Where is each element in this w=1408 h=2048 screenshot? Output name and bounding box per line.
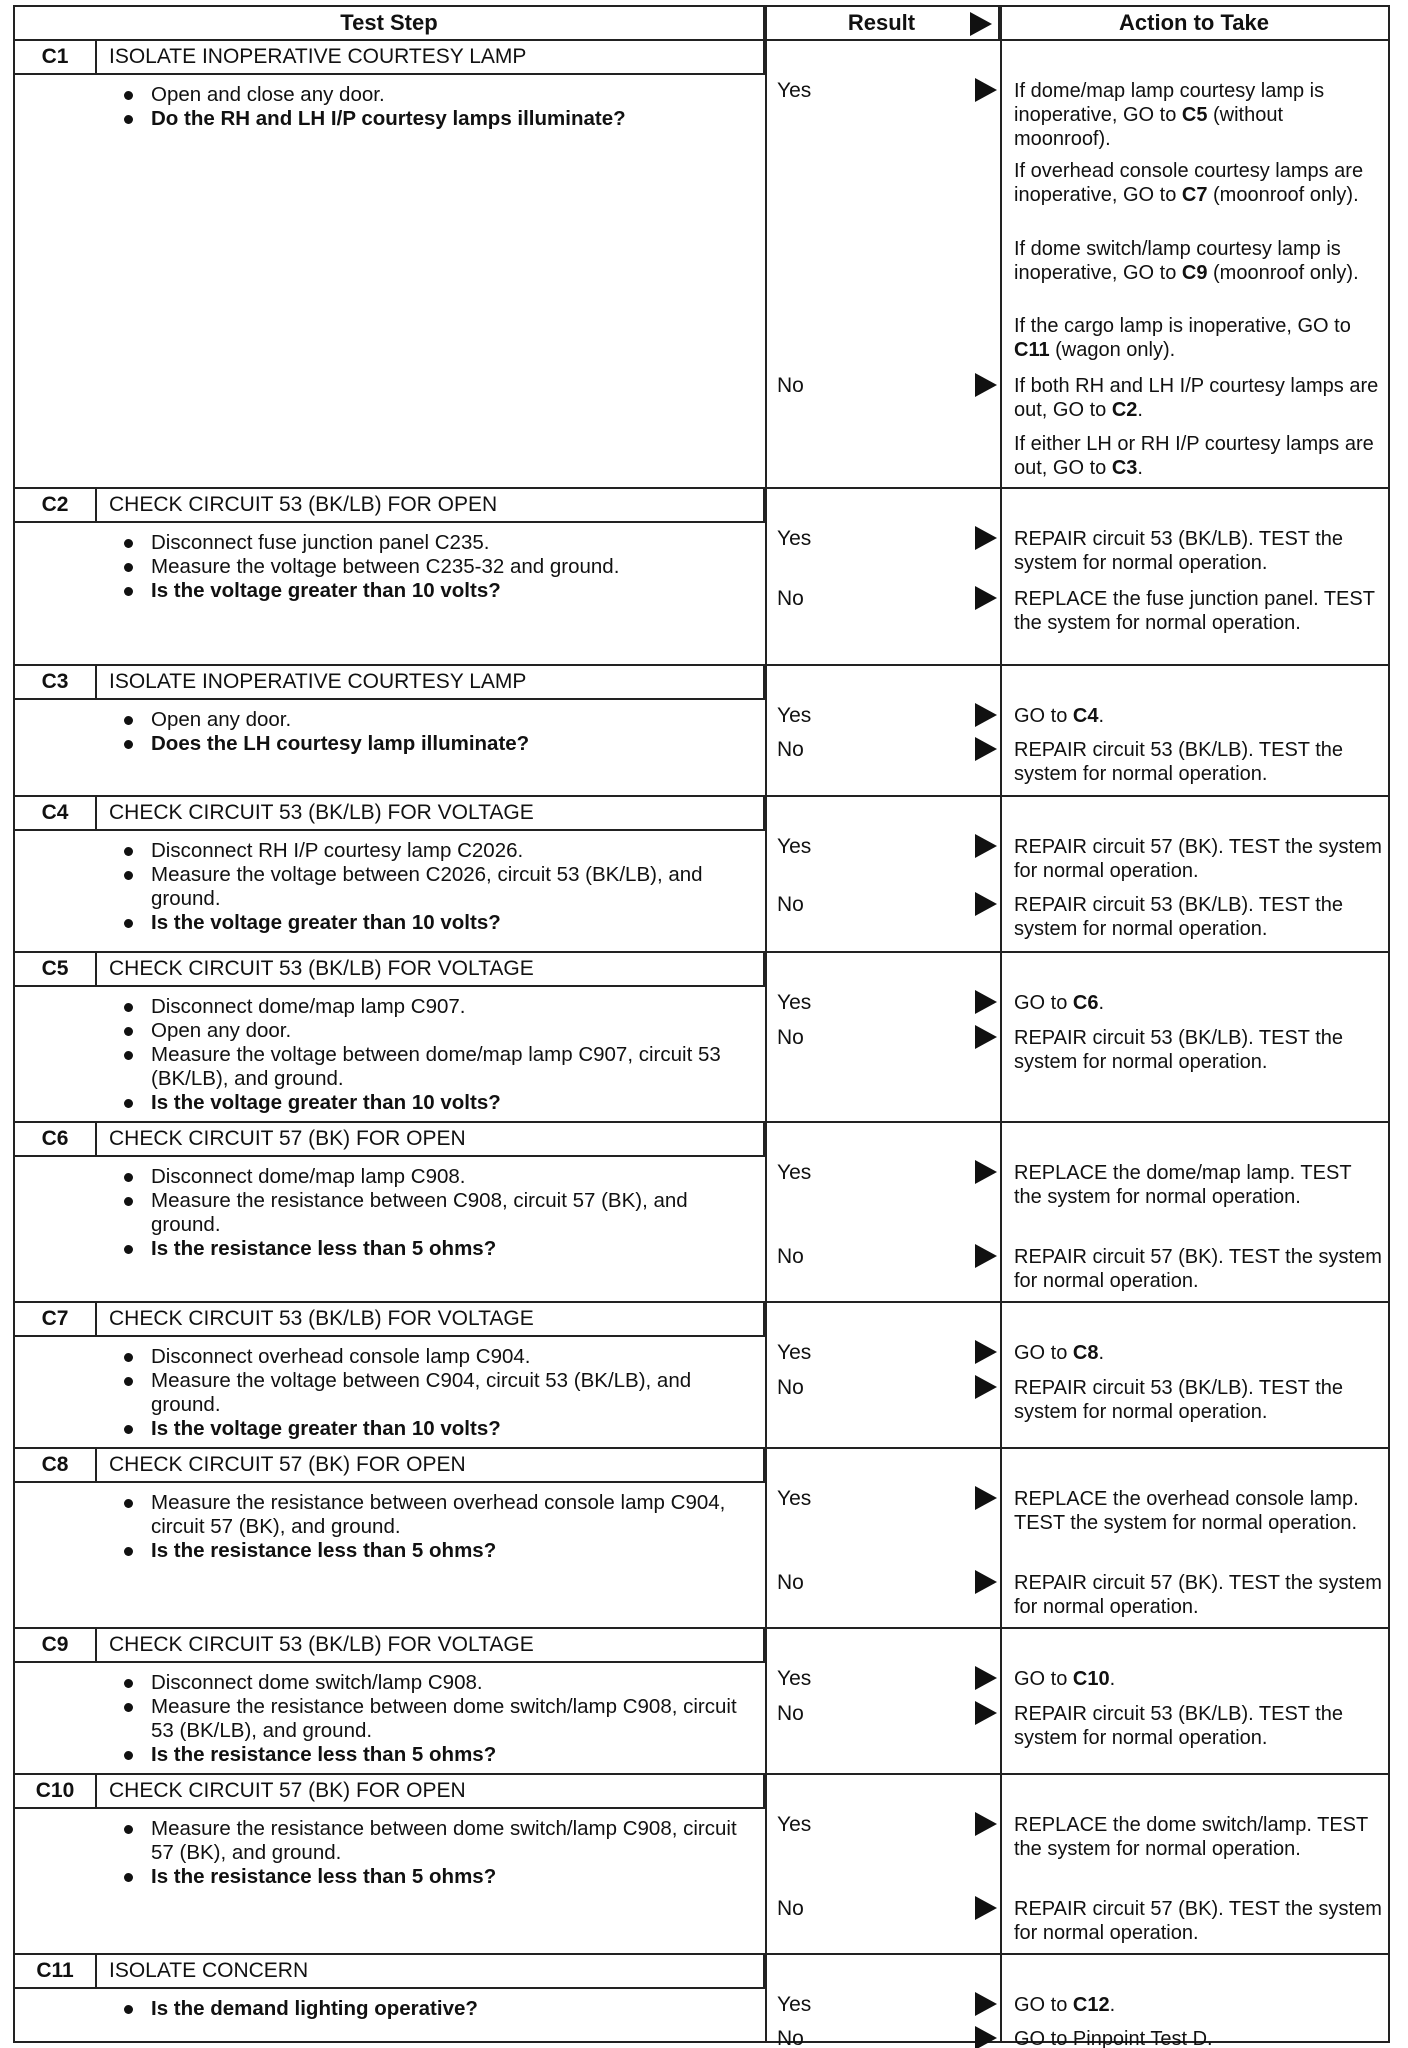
result-no: No (777, 1571, 804, 1594)
result-yes: Yes (777, 1487, 812, 1510)
step-instructions (115, 1165, 755, 1261)
result-yes: Yes (777, 1667, 812, 1690)
header-result-label: Result (847, 10, 916, 35)
step-instructions (115, 83, 755, 131)
step-instruction: Disconnect overhead console lamp C904. (115, 1345, 755, 1369)
test-section-c9 (15, 1629, 1388, 1775)
step-instructions (115, 995, 755, 1115)
action-text: If the cargo lamp is inoperative, GO to C11 (wagon only). (1014, 315, 1351, 361)
arrow-right-icon (975, 1992, 997, 2016)
arrow-right-icon (975, 1701, 997, 1725)
step-title: CHECK CIRCUIT 57 (BK) FOR OPEN (97, 1123, 765, 1157)
step-question: Is the voltage greater than 10 volts? (115, 579, 755, 603)
step-title: CHECK CIRCUIT 53 (BK/LB) FOR VOLTAGE (97, 1629, 765, 1663)
result-no: No (777, 1376, 804, 1399)
step-title: CHECK CIRCUIT 57 (BK) FOR OPEN (97, 1449, 765, 1483)
test-section-c1 (15, 41, 1388, 489)
action-text: If both RH and LH I/P courtesy lamps are out, GO to C2. (1014, 375, 1379, 421)
diagnostic-table (13, 5, 1390, 2048)
arrow-right-icon (970, 12, 992, 36)
action-text: REPAIR circuit 57 (BK). TEST the system for normal operation. (1014, 1898, 1382, 1944)
result-yes: Yes (777, 79, 812, 102)
step-instruction: Measure the voltage between C904, circuit 53 (BK/LB), and ground. (115, 1369, 755, 1417)
step-instructions (115, 1671, 755, 1767)
action-text: REPLACE the fuse junction panel. TEST the system for normal operation. (1014, 588, 1375, 634)
step-id: C4 (15, 797, 97, 831)
action-text: REPLACE the overhead console lamp. TEST the system for normal operation. (1014, 1488, 1359, 1534)
test-section-c3 (15, 666, 1388, 797)
arrow-right-icon (975, 1896, 997, 1920)
step-id: C6 (15, 1123, 97, 1157)
action-text: REPLACE the dome/map lamp. TEST the system for normal operation. (1014, 1162, 1352, 1208)
result-yes: Yes (777, 1993, 812, 2016)
result-yes: Yes (777, 704, 812, 727)
action-text: REPAIR circuit 53 (BK/LB). TEST the system for normal operation. (1014, 894, 1344, 940)
action-text: REPAIR circuit 57 (BK). TEST the system for normal operation. (1014, 1246, 1382, 1292)
step-question: Is the resistance less than 5 ohms? (115, 1539, 755, 1563)
test-section-c11 (15, 1955, 1388, 2048)
step-question: Is the resistance less than 5 ohms? (115, 1237, 755, 1261)
arrow-right-icon (975, 2026, 997, 2048)
step-id: C1 (15, 41, 97, 75)
step-question: Is the voltage greater than 10 volts? (115, 1091, 755, 1115)
step-question: Does the LH courtesy lamp illuminate? (115, 732, 755, 756)
step-question: Is the resistance less than 5 ohms? (115, 1743, 755, 1767)
step-title: CHECK CIRCUIT 53 (BK/LB) FOR VOLTAGE (97, 953, 765, 987)
result-no: No (777, 587, 804, 610)
step-title: ISOLATE INOPERATIVE COURTESY LAMP (97, 666, 765, 700)
step-instructions (115, 708, 755, 756)
arrow-right-icon (975, 373, 997, 397)
step-instruction: Disconnect dome/map lamp C908. (115, 1165, 755, 1189)
arrow-right-icon (975, 892, 997, 916)
result-yes: Yes (777, 1161, 812, 1184)
result-no: No (777, 1702, 804, 1725)
step-question: Is the voltage greater than 10 volts? (115, 1417, 755, 1441)
step-instruction: Measure the voltage between C235-32 and ground. (115, 555, 755, 579)
arrow-right-icon (975, 703, 997, 727)
header-test-step: Test Step (15, 7, 765, 41)
header-result (765, 7, 1000, 41)
action-text: REPLACE the dome switch/lamp. TEST the system for normal operation. (1014, 1814, 1368, 1860)
result-yes: Yes (777, 527, 812, 550)
step-instructions (115, 839, 755, 935)
step-title: CHECK CIRCUIT 53 (BK/LB) FOR VOLTAGE (97, 797, 765, 831)
step-instruction: Disconnect fuse junction panel C235. (115, 531, 755, 555)
step-instruction: Measure the voltage between C2026, circuit 53 (BK/LB), and ground. (115, 863, 755, 911)
result-no: No (777, 738, 804, 761)
result-yes: Yes (777, 1341, 812, 1364)
arrow-right-icon (975, 1570, 997, 1594)
step-instruction: Measure the resistance between dome switch/lamp C908, circuit 53 (BK/LB), and ground. (115, 1695, 755, 1743)
arrow-right-icon (975, 586, 997, 610)
result-no: No (777, 1897, 804, 1920)
step-question: Is the resistance less than 5 ohms? (115, 1865, 755, 1889)
action-text: REPAIR circuit 57 (BK). TEST the system for normal operation. (1014, 1572, 1382, 1618)
test-section-c4 (15, 797, 1388, 953)
test-section-c2 (15, 489, 1388, 666)
result-no: No (777, 1245, 804, 1268)
test-section-c7 (15, 1303, 1388, 1449)
action-text: REPAIR circuit 57 (BK). TEST the system for normal operation. (1014, 836, 1382, 882)
arrow-right-icon (975, 1812, 997, 1836)
action-text: If either LH or RH I/P courtesy lamps are out, GO to C3. (1014, 433, 1374, 479)
step-id: C7 (15, 1303, 97, 1337)
action-text: REPAIR circuit 53 (BK/LB). TEST the system for normal operation. (1014, 739, 1344, 785)
step-instruction: Measure the voltage between dome/map lamp C907, circuit 53 (BK/LB), and ground. (115, 1043, 755, 1091)
step-instruction: Open any door. (115, 708, 755, 732)
result-no: No (777, 1026, 804, 1049)
result-no: No (777, 374, 804, 397)
step-question: Is the demand lighting operative? (115, 1997, 755, 2021)
step-title: ISOLATE CONCERN (97, 1955, 765, 1989)
step-instruction: Open and close any door. (115, 83, 755, 107)
arrow-right-icon (975, 1160, 997, 1184)
result-yes: Yes (777, 835, 812, 858)
step-instructions (115, 531, 755, 603)
step-instruction: Disconnect RH I/P courtesy lamp C2026. (115, 839, 755, 863)
step-instruction: Measure the resistance between C908, circuit 57 (BK), and ground. (115, 1189, 755, 1237)
step-instruction: Open any door. (115, 1019, 755, 1043)
test-section-c5 (15, 953, 1388, 1123)
action-text: GO to C10. (1014, 1668, 1116, 1690)
arrow-right-icon (975, 1025, 997, 1049)
arrow-right-icon (975, 990, 997, 1014)
action-text: If dome/map lamp courtesy lamp is inoperative, GO to C5 (without moonroof). (1014, 80, 1325, 150)
step-title: CHECK CIRCUIT 53 (BK/LB) FOR VOLTAGE (97, 1303, 765, 1337)
step-id: C5 (15, 953, 97, 987)
step-question: Do the RH and LH I/P courtesy lamps illuminate? (115, 107, 755, 131)
step-id: C10 (15, 1775, 97, 1809)
action-text: If dome switch/lamp courtesy lamp is inoperative, GO to C9 (moonroof only). (1014, 238, 1359, 284)
result-no: No (777, 893, 804, 916)
step-instructions (115, 1997, 755, 2021)
step-instruction: Measure the resistance between overhead console lamp C904, circuit 57 (BK), and ground. (115, 1491, 755, 1539)
arrow-right-icon (975, 526, 997, 550)
step-instructions (115, 1345, 755, 1441)
action-text: GO to C4. (1014, 705, 1105, 727)
arrow-right-icon (975, 737, 997, 761)
step-instructions (115, 1491, 755, 1563)
step-instruction: Disconnect dome/map lamp C907. (115, 995, 755, 1019)
step-instructions (115, 1817, 755, 1889)
action-text: REPAIR circuit 53 (BK/LB). TEST the system for normal operation. (1014, 1377, 1344, 1423)
arrow-right-icon (975, 1375, 997, 1399)
action-text: GO to C12. (1014, 1994, 1116, 2016)
step-id: C2 (15, 489, 97, 523)
arrow-right-icon (975, 1340, 997, 1364)
action-text: REPAIR circuit 53 (BK/LB). TEST the system for normal operation. (1014, 1703, 1344, 1749)
step-id: C9 (15, 1629, 97, 1663)
step-title: ISOLATE INOPERATIVE COURTESY LAMP (97, 41, 765, 75)
step-question: Is the voltage greater than 10 volts? (115, 911, 755, 935)
action-text: GO to C8. (1014, 1342, 1105, 1364)
header-action: Action to Take (1000, 7, 1388, 41)
arrow-right-icon (975, 78, 997, 102)
step-id: C11 (15, 1955, 97, 1989)
arrow-right-icon (975, 834, 997, 858)
step-instruction: Measure the resistance between dome switch/lamp C908, circuit 57 (BK), and ground. (115, 1817, 755, 1865)
step-instruction: Disconnect dome switch/lamp C908. (115, 1671, 755, 1695)
arrow-right-icon (975, 1244, 997, 1268)
result-yes: Yes (777, 991, 812, 1014)
test-section-c6 (15, 1123, 1388, 1303)
result-no: No (777, 2027, 804, 2048)
test-section-c10 (15, 1775, 1388, 1955)
action-text: REPAIR circuit 53 (BK/LB). TEST the system for normal operation. (1014, 528, 1344, 574)
action-text: REPAIR circuit 53 (BK/LB). TEST the system for normal operation. (1014, 1027, 1344, 1073)
action-text: GO to C6. (1014, 992, 1105, 1014)
arrow-right-icon (975, 1486, 997, 1510)
action-text: If overhead console courtesy lamps are inoperative, GO to C7 (moonroof only). (1014, 160, 1364, 206)
action-text: GO to Pinpoint Test D. (1014, 2028, 1213, 2048)
step-title: CHECK CIRCUIT 53 (BK/LB) FOR OPEN (97, 489, 765, 523)
step-title: CHECK CIRCUIT 57 (BK) FOR OPEN (97, 1775, 765, 1809)
result-yes: Yes (777, 1813, 812, 1836)
step-id: C8 (15, 1449, 97, 1483)
test-section-c8 (15, 1449, 1388, 1629)
arrow-right-icon (975, 1666, 997, 1690)
step-id: C3 (15, 666, 97, 700)
